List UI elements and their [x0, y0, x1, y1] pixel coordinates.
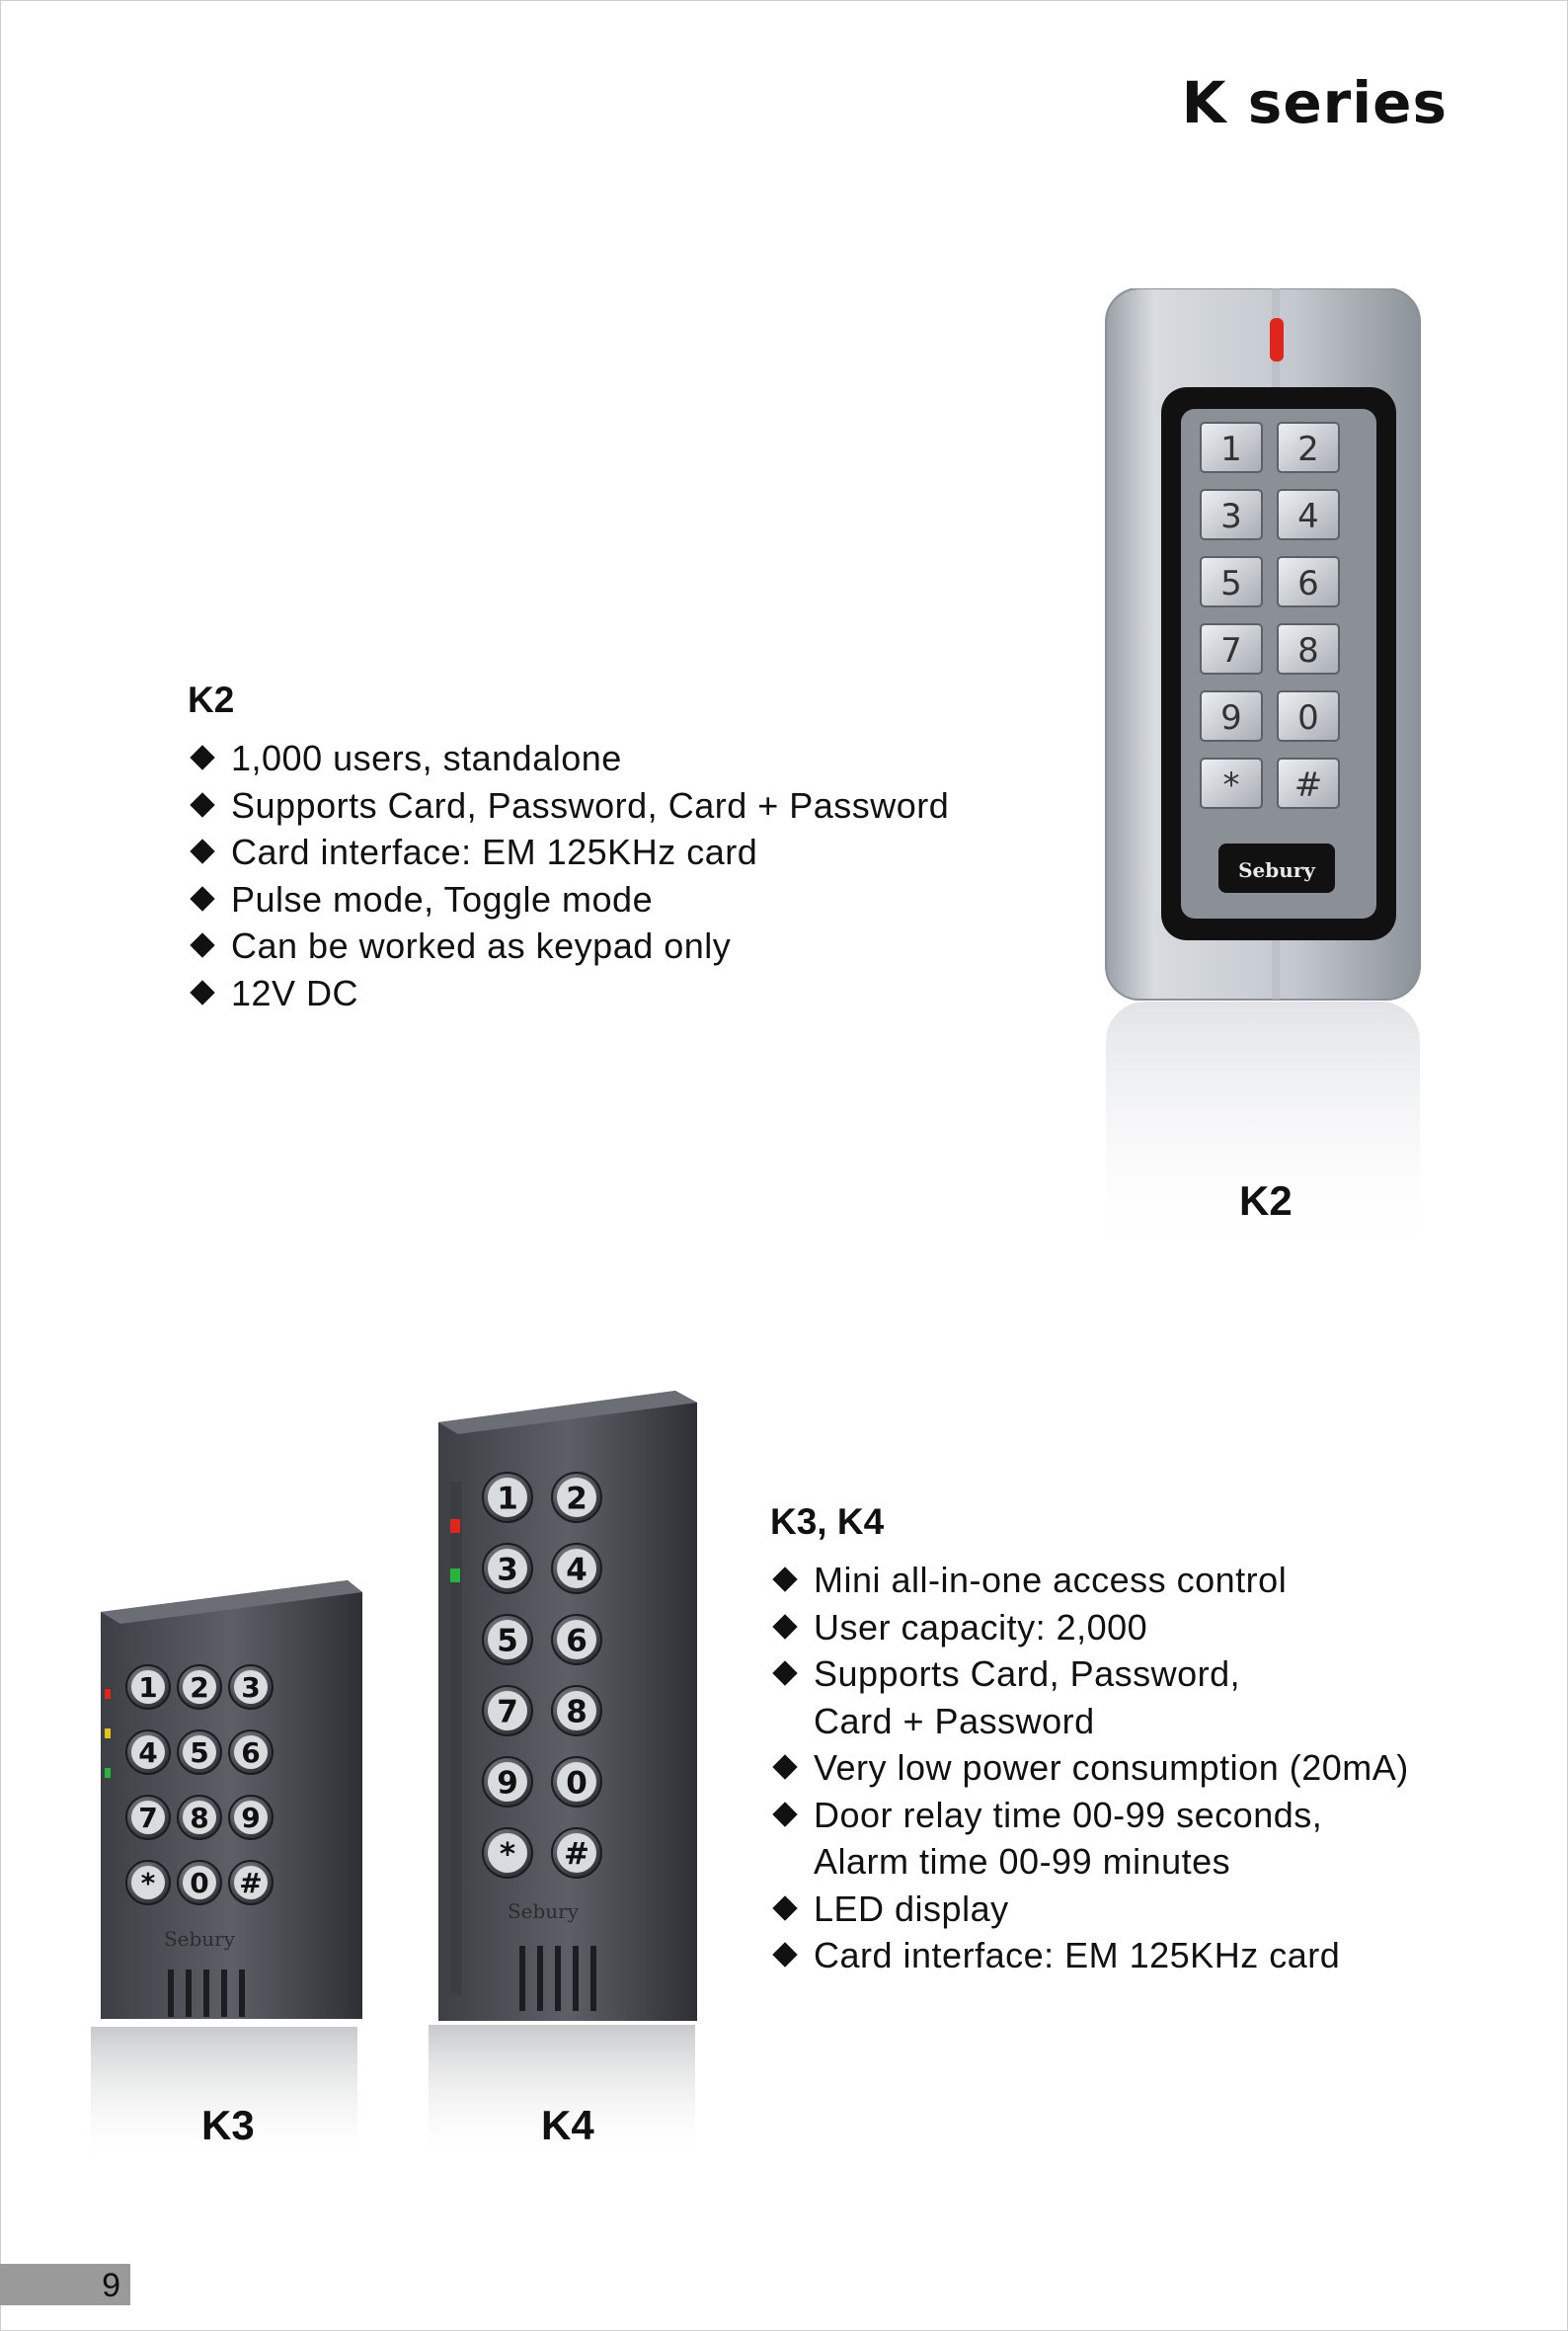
- keypad-key-label: 8: [190, 1801, 209, 1834]
- keypad-key-label: 6: [241, 1735, 261, 1769]
- keypad-key-label: 9: [241, 1801, 261, 1834]
- k2-device-image: [1098, 288, 1434, 1266]
- list-item: Card interface: EM 125KHz card: [770, 1932, 1409, 1979]
- list-item: LED display: [770, 1886, 1409, 1933]
- keypad-key-label: #: [239, 1866, 263, 1899]
- page-title: K series: [1181, 69, 1448, 136]
- keypad-key-label: 5: [497, 1623, 518, 1659]
- status-led-green-icon: [105, 1768, 111, 1778]
- status-led-red-icon: [1270, 318, 1284, 362]
- bullet-diamond-icon: [772, 1660, 797, 1685]
- k3k4-heading: K3, K4: [770, 1501, 885, 1542]
- keypad-key-label: 0: [190, 1866, 209, 1899]
- list-item: 1,000 users, standalone: [188, 735, 949, 782]
- keypad-key-label: 0: [566, 1765, 588, 1802]
- list-item: Supports Card, Password, Card + Password: [188, 782, 949, 830]
- k3-caption: K3: [201, 2102, 255, 2148]
- k2-feature-block: [188, 680, 949, 1016]
- keypad-key-label: 2: [190, 1670, 209, 1704]
- keypad-key-label: 7: [1220, 631, 1242, 671]
- keypad-key-label: 9: [497, 1765, 518, 1802]
- bullet-diamond-icon: [190, 839, 214, 863]
- list-item: Door relay time 00-99 seconds, Alarm time 00-99 minutes: [770, 1792, 1409, 1886]
- list-item: Card interface: EM 125KHz card: [188, 829, 949, 876]
- list-item: User capacity: 2,000: [770, 1604, 1409, 1651]
- keypad-key-label: #: [564, 1836, 589, 1873]
- page-number-tab: [0, 2264, 130, 2305]
- k4-caption: K4: [541, 2102, 594, 2148]
- keypad-key-label: 7: [497, 1694, 518, 1730]
- keypad-key-label: 7: [138, 1801, 158, 1834]
- list-item: Very low power consumption (20mA): [770, 1744, 1409, 1792]
- keypad-key-label: 1: [138, 1670, 158, 1704]
- list-item: Mini all-in-one access control: [770, 1557, 1409, 1604]
- status-led-red-icon: [450, 1519, 460, 1533]
- keypad-key-label: 4: [566, 1552, 588, 1588]
- keypad-key-label: 2: [566, 1481, 588, 1517]
- keypad-key-label: *: [140, 1866, 156, 1899]
- keypad-key-label: 3: [1220, 497, 1242, 536]
- page-number: 9: [102, 2267, 120, 2304]
- keypad-key-label: 6: [1297, 564, 1319, 603]
- bullet-diamond-icon: [772, 1614, 797, 1639]
- k3-device-image: [91, 1572, 367, 2165]
- keypad-key-label: 5: [190, 1735, 209, 1769]
- keypad-key-label: 2: [1297, 430, 1319, 469]
- status-led-yellow-icon: [105, 1728, 111, 1738]
- k2-feature-list: [188, 735, 949, 1016]
- brand-logo: Sebury: [1238, 858, 1315, 882]
- keypad-key-label: 3: [497, 1552, 518, 1588]
- keypad-key-label: *: [499, 1836, 516, 1873]
- bullet-diamond-icon: [190, 792, 214, 817]
- bullet-diamond-icon: [190, 980, 214, 1005]
- keypad-key-label: 5: [1220, 564, 1242, 603]
- keypad-key-label: 0: [1297, 698, 1319, 738]
- keypad-key-label: 8: [566, 1694, 588, 1730]
- list-item: Can be worked as keypad only: [188, 923, 949, 970]
- brand-logo: Sebury: [163, 1927, 236, 1951]
- k3k4-feature-block: [770, 1501, 1409, 1979]
- brand-logo: Sebury: [507, 1899, 580, 1923]
- bullet-diamond-icon: [772, 1802, 797, 1826]
- keypad-key-label: 4: [138, 1735, 158, 1769]
- k2-caption: K2: [1239, 1177, 1293, 1224]
- k4-device-image: [429, 1383, 705, 2163]
- bullet-diamond-icon: [772, 1895, 797, 1920]
- bullet-diamond-icon: [190, 932, 214, 957]
- keypad-key-label: 6: [566, 1623, 588, 1659]
- list-item: 12V DC: [188, 970, 949, 1017]
- bullet-diamond-icon: [190, 745, 214, 769]
- k2-heading: K2: [188, 680, 235, 720]
- keypad-key-label: 4: [1297, 497, 1319, 536]
- list-item: Pulse mode, Toggle mode: [188, 876, 949, 924]
- k3k4-feature-list: [770, 1557, 1409, 1979]
- bullet-diamond-icon: [772, 1754, 797, 1779]
- keypad-key-label: 3: [241, 1670, 261, 1704]
- keypad-key-label: 8: [1297, 631, 1319, 671]
- list-item: Supports Card, Password, Card + Password: [770, 1650, 1409, 1744]
- bullet-diamond-icon: [772, 1942, 797, 1967]
- keypad-key-label: 1: [1220, 430, 1242, 469]
- keypad-key-label: #: [1294, 765, 1323, 805]
- status-led-red-icon: [105, 1689, 111, 1699]
- status-led-green-icon: [450, 1568, 460, 1582]
- keypad-key-label: 9: [1220, 698, 1242, 738]
- bullet-diamond-icon: [190, 886, 214, 911]
- bullet-diamond-icon: [772, 1567, 797, 1591]
- keypad-key-label: 1: [497, 1481, 518, 1517]
- keypad-key-label: *: [1222, 765, 1240, 805]
